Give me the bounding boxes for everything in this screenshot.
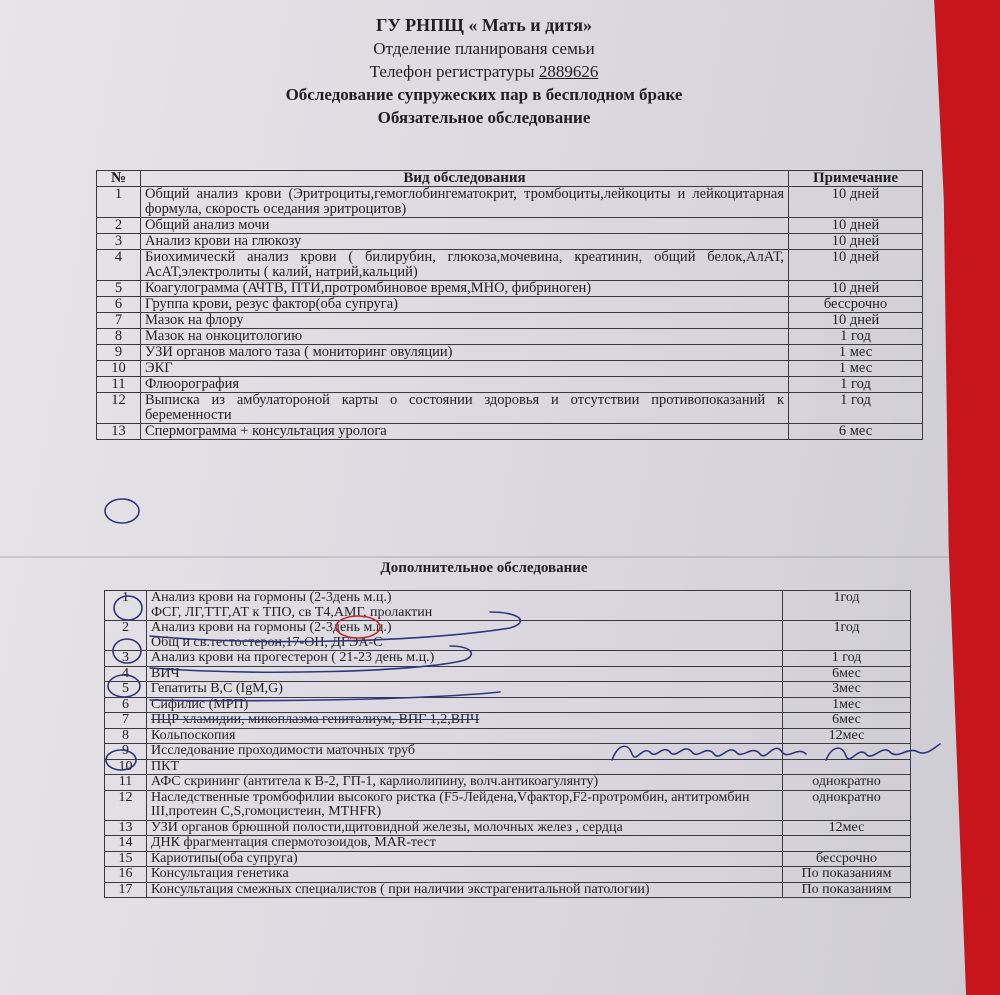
- row-number: 14: [105, 836, 147, 852]
- row-note: 1 год: [789, 329, 923, 345]
- row-note: бессрочно: [783, 851, 911, 867]
- row-note: 1 мес: [789, 361, 923, 377]
- row-number: 1: [97, 187, 141, 218]
- row-description-line: Общ и св.тестостерон,17-ОН, ДГЭА-С: [151, 634, 383, 650]
- table-row: [105, 851, 911, 867]
- department-name: Отделение планированя семьи: [373, 39, 595, 58]
- row-number: 8: [105, 728, 147, 744]
- row-description: Исследование проходимости маточных труб: [147, 744, 783, 760]
- row-number: 15: [105, 851, 147, 867]
- table-row: [97, 424, 923, 440]
- row-number: 3: [97, 234, 141, 250]
- row-description: ПКТ: [147, 759, 783, 775]
- row-number: 11: [105, 775, 147, 791]
- row-number: 9: [105, 744, 147, 760]
- table-row: [97, 393, 923, 424]
- row-description: [147, 621, 783, 651]
- row-number: 6: [105, 697, 147, 713]
- phone-label: Телефон регистратуры: [369, 62, 535, 81]
- row-description: Мазок на флору: [141, 313, 789, 329]
- row-description: Биохимическй анализ крови ( билирубин, глюкоза,мочевина, креатинин, общий белок,АлАТ, АсАТ,электролиты ( калий, натрий,кальций): [141, 250, 789, 281]
- row-note: [783, 759, 911, 775]
- row-number: 2: [105, 621, 147, 651]
- table-row: [105, 591, 911, 621]
- row-number: 17: [105, 882, 147, 898]
- table-row: [97, 361, 923, 377]
- table-row: [105, 882, 911, 898]
- row-number: 16: [105, 867, 147, 883]
- row-number: 3: [105, 651, 147, 667]
- row-number: 9: [97, 345, 141, 361]
- row-note: бессрочно: [789, 297, 923, 313]
- table-row: [105, 697, 911, 713]
- table-row: [105, 867, 911, 883]
- header-note: Примечание: [789, 171, 923, 187]
- row-description: Мазок на онкоцитологию: [141, 329, 789, 345]
- row-note: 10 дней: [789, 250, 923, 281]
- row-description: УЗИ органов малого таза ( мониторинг овуляции): [141, 345, 789, 361]
- table-row: [105, 651, 911, 667]
- table-row: [97, 234, 923, 250]
- table-row: [97, 345, 923, 361]
- table-row: [105, 790, 911, 820]
- table-row: [97, 187, 923, 218]
- row-note: 10 дней: [789, 187, 923, 218]
- row-description: Коагулограмма (АЧТВ, ПТИ,протромбиновое время,МНО, фибриноген): [141, 281, 789, 297]
- row-description: Сифилис (МРП): [147, 697, 783, 713]
- row-description: Общий анализ крови (Эритроциты,гемоглобингематокрит, тромбоциты,лейкоциты и лейкоцитарная формула, скорость оседания эритроцитов): [141, 187, 789, 218]
- row-description: Спермограмма + консультация уролога: [141, 424, 789, 440]
- table-row: [97, 281, 923, 297]
- row-number: 4: [97, 250, 141, 281]
- table-row: [97, 329, 923, 345]
- row-number: 6: [97, 297, 141, 313]
- row-description-line: ФСГ, ЛГ,ТТГ,АТ к ТПО, св Т4,АМГ, пролактин: [151, 604, 433, 620]
- org-name: ГУ РНПЩ « Мать и дитя»: [376, 15, 592, 35]
- table-row: [105, 728, 911, 744]
- row-note: однократно: [783, 790, 911, 820]
- table-row: [97, 297, 923, 313]
- table-row: [105, 820, 911, 836]
- mandatory-exams-table: [96, 170, 923, 440]
- row-note: 10 дней: [789, 313, 923, 329]
- table-row: [105, 682, 911, 698]
- row-number: 8: [97, 329, 141, 345]
- row-note: 12мес: [783, 728, 911, 744]
- row-number: 7: [97, 313, 141, 329]
- row-number: 11: [97, 377, 141, 393]
- section-additional-title: Дополнительное обследование: [380, 560, 588, 576]
- row-number: 13: [105, 820, 147, 836]
- table-header-row: [97, 171, 923, 187]
- row-note: 3мес: [783, 682, 911, 698]
- row-description: Консультация генетика: [147, 867, 783, 883]
- row-description: Гепатиты В,С (IgM,G): [147, 682, 783, 698]
- table-row: [97, 218, 923, 234]
- row-number: 10: [105, 759, 147, 775]
- table-row: [97, 250, 923, 281]
- phone-number: 2889626: [538, 62, 599, 81]
- row-description: ЭКГ: [141, 361, 789, 377]
- row-description: Консультация смежных специалистов ( при наличии экстрагенитальной патологии): [147, 882, 783, 898]
- row-description: УЗИ органов брюшной полости,щитовидной железы, молочных желез , сердца: [147, 820, 783, 836]
- row-description: Общий анализ мочи: [141, 218, 789, 234]
- row-description-line: Анализ крови на гормоны (2-3день м.ц.): [151, 590, 392, 605]
- table-row: [105, 759, 911, 775]
- table-row: [105, 666, 911, 682]
- additional-exams-table: [104, 590, 911, 898]
- row-description: Наследственные тромбофилии высокого ристка (F5-Лейдена,Vфактор,F2-протромбин, антитромбин III,протеин C,S,гомоцистеин, MTHFR): [147, 790, 783, 820]
- row-description: [147, 591, 783, 621]
- document-subtitle: Обязательное обследование: [377, 108, 591, 127]
- row-note: однократно: [783, 775, 911, 791]
- phone-line: [0, 60, 968, 83]
- table-row: [97, 313, 923, 329]
- row-note: [783, 836, 911, 852]
- header-number: №: [97, 171, 141, 187]
- row-number: 12: [97, 393, 141, 424]
- table-row: [105, 744, 911, 760]
- document-header: [0, 14, 968, 129]
- row-note: 12мес: [783, 820, 911, 836]
- row-description-struck: ПЦР хламидии, микоплазма гениталиум, ВПГ 1,2,ВПЧ: [147, 713, 783, 729]
- table-row: [105, 836, 911, 852]
- row-note: 10 дней: [789, 234, 923, 250]
- row-description: ВИЧ: [147, 666, 783, 682]
- row-description-line: Анализ крови на гормоны (2-3день м.ц.): [151, 620, 392, 635]
- row-note: 1год: [783, 621, 911, 651]
- row-note: 10 дней: [789, 218, 923, 234]
- row-number: 5: [97, 281, 141, 297]
- row-description: Кариотипы(оба супруга): [147, 851, 783, 867]
- row-note: 6мес: [783, 666, 911, 682]
- row-note: 1 год: [789, 377, 923, 393]
- row-number: 7: [105, 713, 147, 729]
- row-description: Выписка из амбулатороной карты о состоянии здоровья и отсутствии противопоказаний к беременности: [141, 393, 789, 424]
- row-note: 6мес: [783, 713, 911, 729]
- table-row: [105, 621, 911, 651]
- table-row: [97, 377, 923, 393]
- row-number: 1: [105, 591, 147, 621]
- row-note: 1 год: [783, 651, 911, 667]
- row-description: Группа крови, резус фактор(оба супруга): [141, 297, 789, 313]
- table-row: [105, 713, 911, 729]
- row-number: 4: [105, 666, 147, 682]
- row-description: Кольпоскопия: [147, 728, 783, 744]
- document-title: Обследование супружеских пар в бесплодном браке: [285, 85, 683, 104]
- row-description: Флюорография: [141, 377, 789, 393]
- row-description: Анализ крови на прогестерон ( 21-23 день м.ц.): [147, 651, 783, 667]
- row-note: 1 год: [789, 393, 923, 424]
- row-note: 1мес: [783, 697, 911, 713]
- row-number: 12: [105, 790, 147, 820]
- row-number: 10: [97, 361, 141, 377]
- header-exam-type: Вид обследования: [141, 171, 789, 187]
- row-note: [783, 744, 911, 760]
- row-number: 2: [97, 218, 141, 234]
- table-row: [105, 775, 911, 791]
- row-description: АФС скрининг (антитела к В-2, ГП-1, карлиолипину, волч.антикоагулянту): [147, 775, 783, 791]
- row-description: Анализ крови на глюкозу: [141, 234, 789, 250]
- row-number: 5: [105, 682, 147, 698]
- row-note: 1год: [783, 591, 911, 621]
- row-description: ДНК фрагментация спермотозоидов, MAR-тест: [147, 836, 783, 852]
- row-note: 1 мес: [789, 345, 923, 361]
- row-note: 6 мес: [789, 424, 923, 440]
- row-note: По показаниям: [783, 882, 911, 898]
- row-number: 13: [97, 424, 141, 440]
- row-note: 10 дней: [789, 281, 923, 297]
- row-note: По показаниям: [783, 867, 911, 883]
